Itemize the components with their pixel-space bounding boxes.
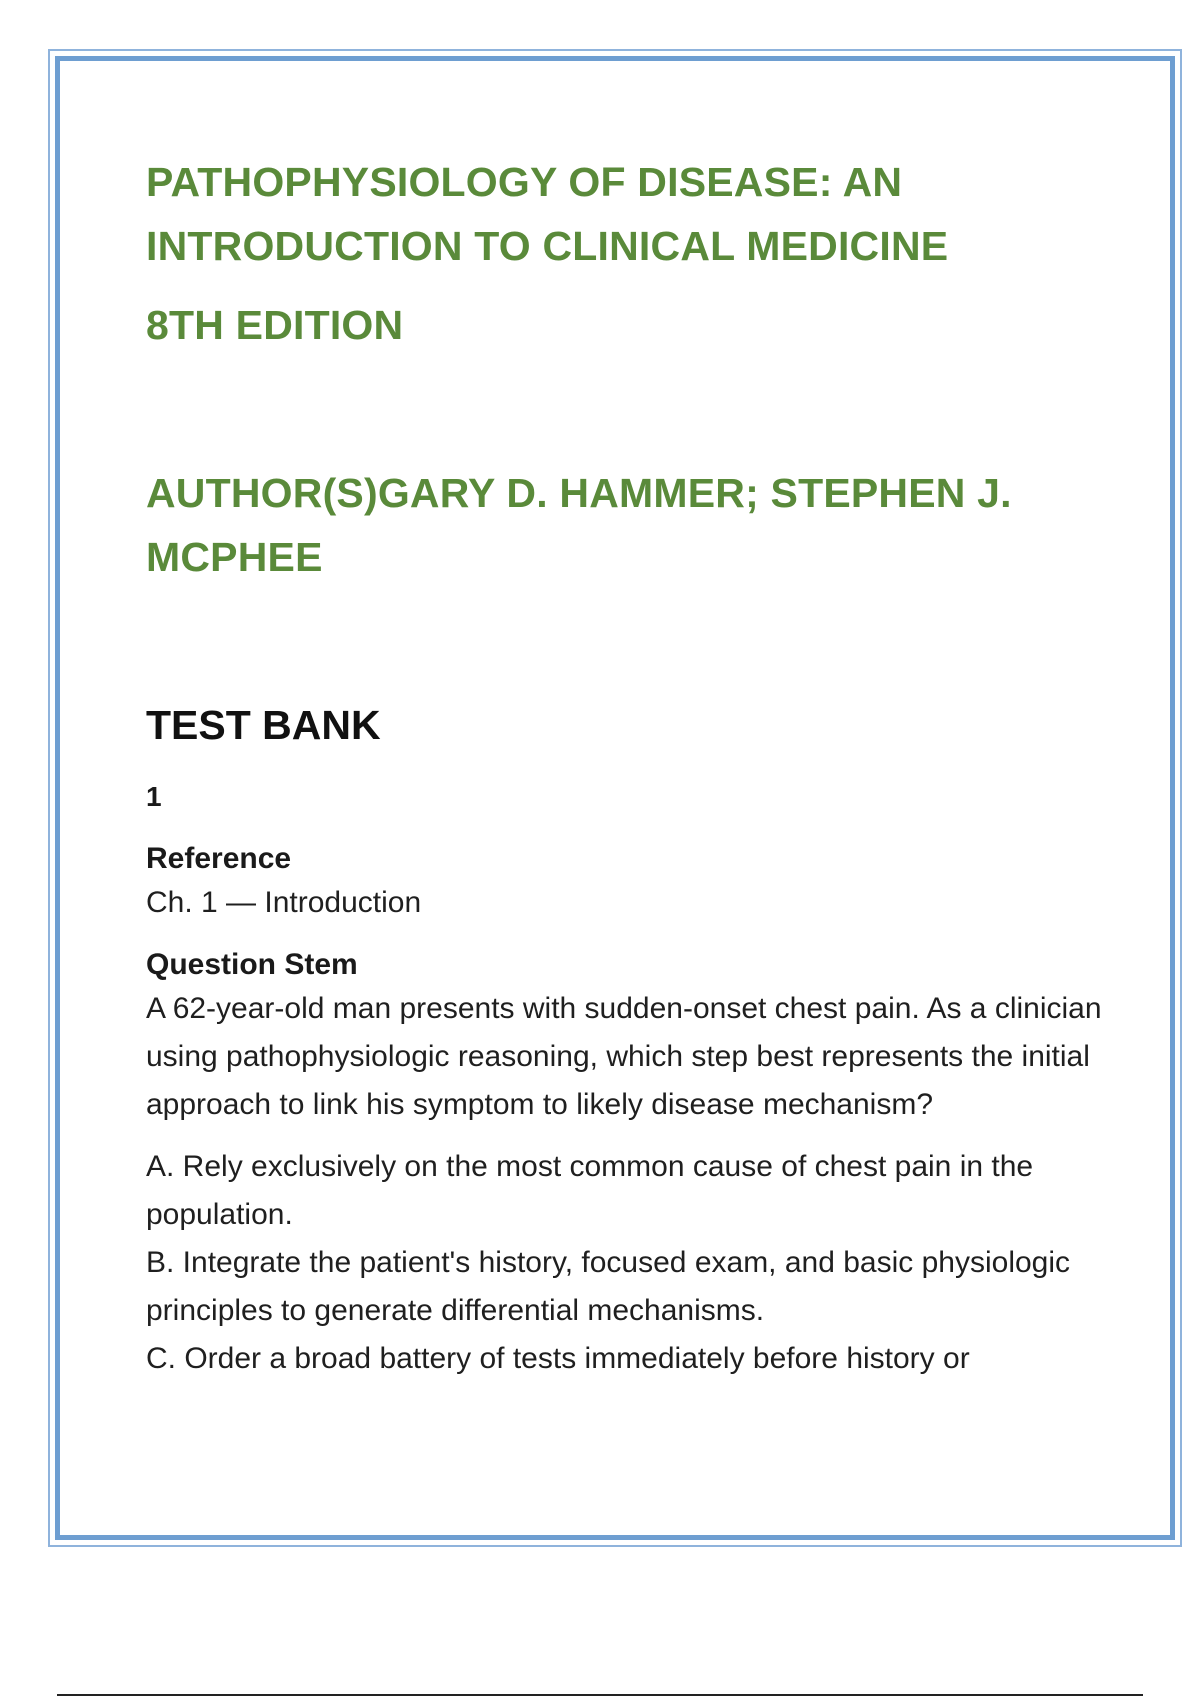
reference-value: Ch. 1 — Introduction — [146, 886, 422, 919]
footer-divider — [57, 1694, 1143, 1696]
authors-line-1: AUTHOR(S)GARY D. HAMMER; STEPHEN J. — [146, 470, 1012, 516]
book-title-line-1: PATHOPHYSIOLOGY OF DISEASE: AN — [146, 159, 903, 205]
answer-option-b: B. Integrate the patient's history, focused exam, and basic physiologic principles to generate differential mechanisms. — [146, 1246, 1071, 1327]
section-heading: TEST BANK — [146, 702, 381, 748]
reference-label: Reference — [146, 842, 292, 875]
answer-options — [146, 1143, 1106, 1383]
edition: 8TH EDITION — [146, 302, 404, 348]
answer-option-a: A. Rely exclusively on the most common cause of chest pain in the population. — [146, 1150, 1034, 1231]
answer-option-c: C. Order a broad battery of tests immediately before history or — [146, 1342, 970, 1375]
book-title-line-2: INTRODUCTION TO CLINICAL MEDICINE — [146, 223, 949, 269]
document-content — [146, 150, 1106, 1383]
authors-line-2: MCPHEE — [146, 534, 323, 580]
question-number: 1 — [146, 781, 162, 812]
question-stem-text: A 62-year-old man presents with sudden-onset chest pain. As a clinician using pathophysiologic reasoning, which step best represents the initial approach to link his symptom to likely disease mechanism? — [146, 992, 1102, 1121]
question-stem-label: Question Stem — [146, 948, 358, 981]
